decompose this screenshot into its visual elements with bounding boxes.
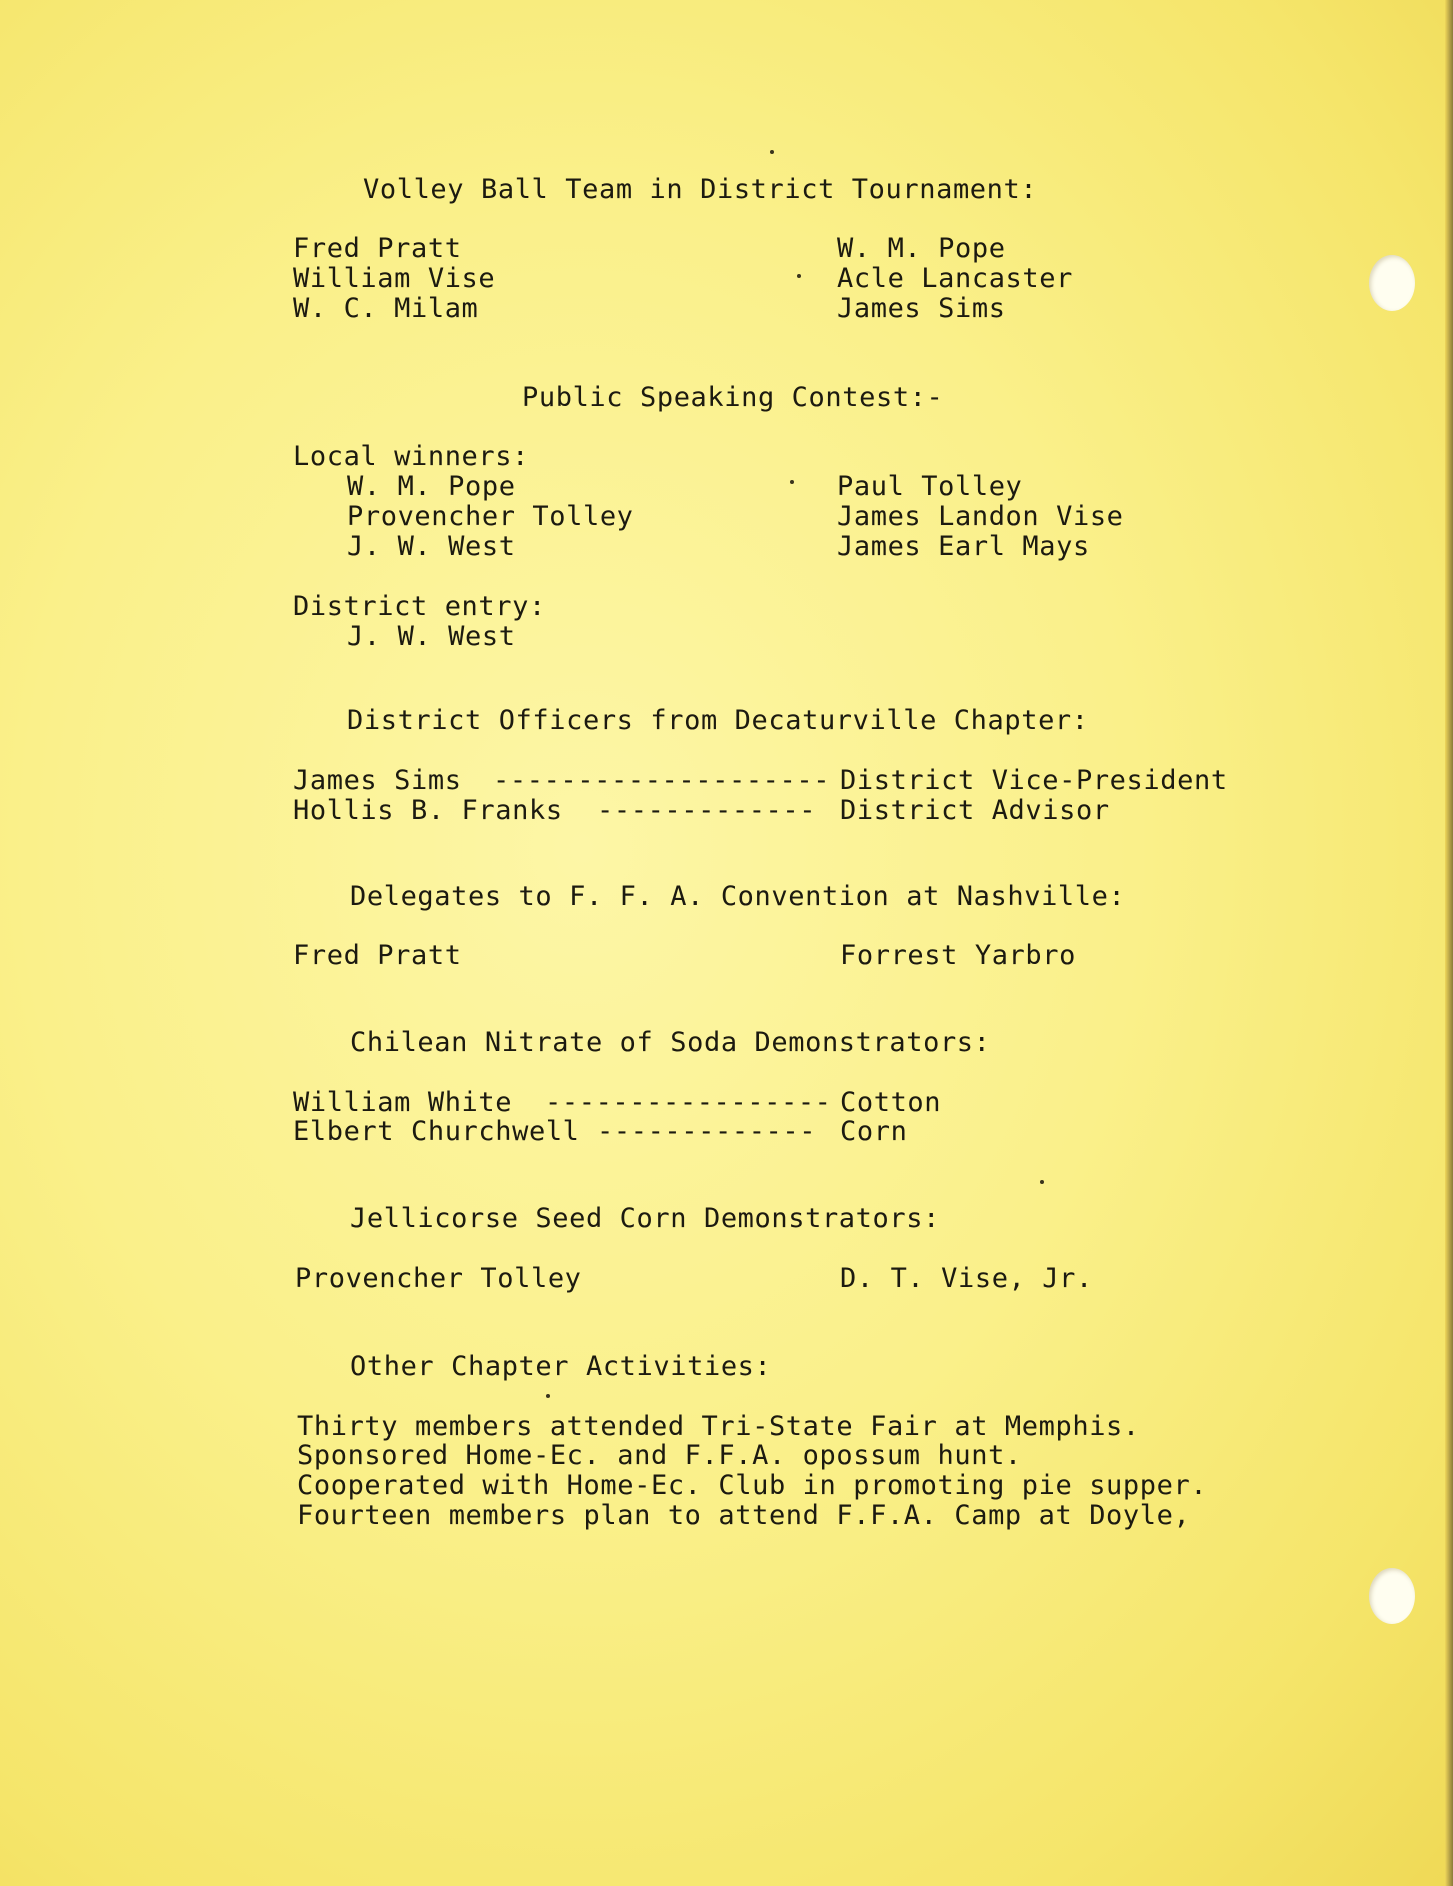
volleyball-player: W. C. Milam bbox=[293, 293, 479, 324]
local-winners-label: Local winners: bbox=[293, 441, 529, 472]
speck bbox=[770, 150, 774, 154]
speaking-heading: Public Speaking Contest:- bbox=[522, 382, 944, 413]
nitrate-leader: ----------------- bbox=[545, 1087, 832, 1118]
volleyball-player: William Vise bbox=[293, 263, 496, 294]
other-heading: Other Chapter Activities: bbox=[350, 1351, 772, 1382]
punch-hole-bottom bbox=[1369, 1568, 1415, 1624]
officer-leader: -------------------- bbox=[493, 765, 831, 796]
district-entry-label: District entry: bbox=[293, 591, 546, 622]
local-winner: James Earl Mays bbox=[837, 531, 1090, 562]
local-winner: Paul Tolley bbox=[837, 471, 1023, 502]
officer-leader: ------------- bbox=[597, 795, 817, 826]
punch-hole-top bbox=[1369, 255, 1415, 311]
speck bbox=[546, 1394, 550, 1398]
district-entry: J. W. West bbox=[347, 621, 516, 652]
activity-line: Thirty members attended Tri-State Fair at Memphis. bbox=[297, 1411, 1140, 1442]
local-winner: W. M. Pope bbox=[347, 471, 516, 502]
nitrate-crop: Cotton bbox=[840, 1087, 942, 1118]
volleyball-player: James Sims bbox=[837, 293, 1006, 324]
volleyball-player: W. M. Pope bbox=[837, 233, 1006, 264]
speck bbox=[797, 274, 801, 278]
local-winner: Provencher Tolley bbox=[347, 501, 634, 532]
activity-line: Fourteen members plan to attend F.F.A. Camp at Doyle, bbox=[297, 1500, 1191, 1531]
officers-heading: District Officers from Decaturville Chapter: bbox=[347, 705, 1089, 736]
volleyball-player: Fred Pratt bbox=[293, 233, 462, 264]
local-winner: James Landon Vise bbox=[837, 501, 1124, 532]
seedcorn-demonstrator: D. T. Vise, Jr. bbox=[840, 1263, 1093, 1294]
officer-name: Hollis B. Franks bbox=[293, 795, 563, 826]
nitrate-crop: Corn bbox=[840, 1116, 908, 1147]
speck bbox=[1040, 1180, 1044, 1184]
officer-role: District Advisor bbox=[840, 795, 1110, 826]
activity-line: Cooperated with Home-Ec. Club in promoting pie supper. bbox=[297, 1470, 1208, 1501]
volleyball-heading: Volley Ball Team in District Tournament: bbox=[363, 174, 1038, 205]
delegate: Fred Pratt bbox=[293, 940, 462, 971]
seedcorn-heading: Jellicorse Seed Corn Demonstrators: bbox=[350, 1203, 940, 1234]
delegate: Forrest Yarbro bbox=[840, 940, 1076, 971]
local-winner: J. W. West bbox=[347, 531, 516, 562]
delegates-heading: Delegates to F. F. A. Convention at Nashville: bbox=[350, 881, 1126, 912]
nitrate-name: William White bbox=[293, 1087, 513, 1118]
activity-line: Sponsored Home-Ec. and F.F.A. opossum hunt. bbox=[297, 1440, 1022, 1471]
volleyball-player: Acle Lancaster bbox=[837, 263, 1073, 294]
nitrate-name: Elbert Churchwell bbox=[293, 1116, 580, 1147]
seedcorn-demonstrator: Provencher Tolley bbox=[295, 1263, 582, 1294]
page-edge bbox=[1445, 0, 1453, 1886]
nitrate-heading: Chilean Nitrate of Soda Demonstrators: bbox=[350, 1027, 991, 1058]
officer-role: District Vice-President bbox=[840, 765, 1228, 796]
speck bbox=[790, 480, 794, 484]
officer-name: James Sims bbox=[293, 765, 462, 796]
nitrate-leader: ------------- bbox=[597, 1116, 817, 1147]
